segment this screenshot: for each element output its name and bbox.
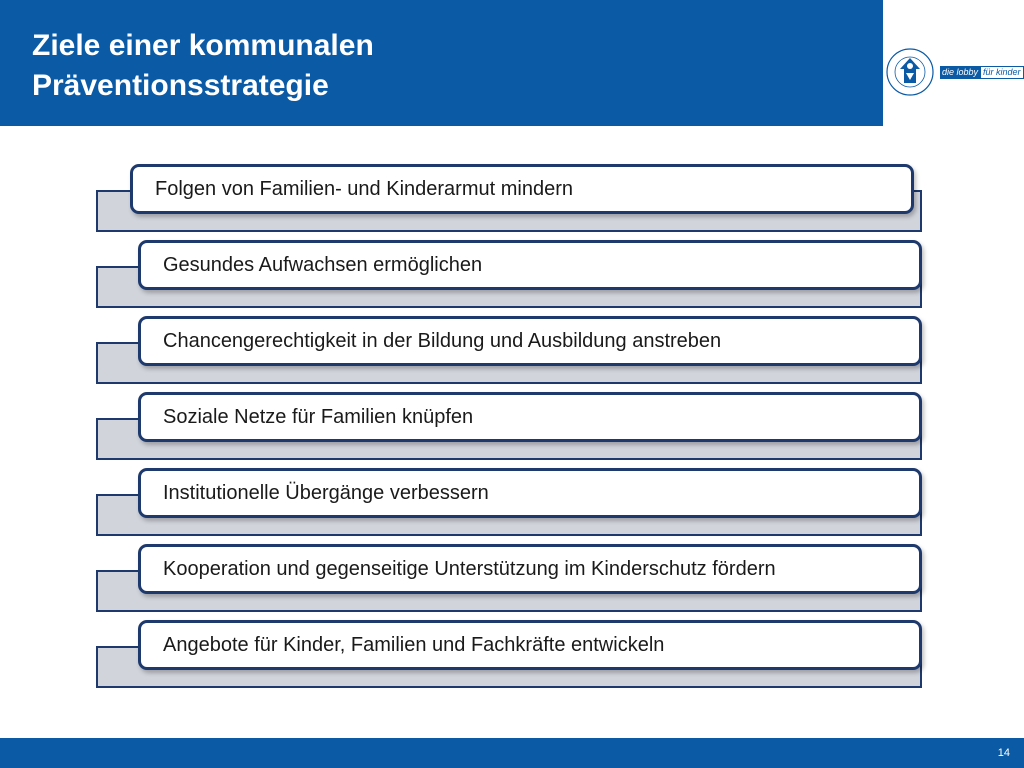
- logo-tagline-part2: für kinder: [980, 66, 1024, 79]
- goal-item-label: Institutionelle Übergänge verbessern: [138, 468, 922, 518]
- goal-item-label: Kooperation und gegenseitige Unterstützung im Kinderschutz fördern: [138, 544, 922, 594]
- page-number: 14: [997, 747, 1010, 759]
- goal-item: [96, 620, 926, 696]
- goal-item-label: Gesundes Aufwachsen ermöglichen: [138, 240, 922, 290]
- goal-item-label: Angebote für Kinder, Familien und Fachkräfte entwickeln: [138, 620, 922, 670]
- goal-item: [96, 468, 926, 544]
- footer-bar: [0, 738, 1024, 768]
- goal-item: [96, 392, 926, 468]
- goal-item-label: Soziale Netze für Familien knüpfen: [138, 392, 922, 442]
- logo-tagline: [940, 66, 1024, 79]
- goal-item: [96, 240, 926, 316]
- kinderschutzbund-logo-icon: [884, 42, 936, 102]
- slide-title: [32, 26, 374, 106]
- goal-item: [96, 316, 926, 392]
- logo-tagline-part1: die lobby: [942, 67, 979, 77]
- goal-item-label: Folgen von Familien- und Kinderarmut mindern: [130, 164, 914, 214]
- slide-title-line1: Ziele einer kommunalen: [32, 29, 374, 62]
- slide-title-line2: Präventionsstrategie: [32, 69, 329, 102]
- goal-item-label: Chancengerechtigkeit in der Bildung und Ausbildung anstreben: [138, 316, 922, 366]
- goals-list: [96, 164, 926, 696]
- title-banner: [0, 0, 883, 126]
- goal-item: [96, 164, 926, 240]
- goal-item: [96, 544, 926, 620]
